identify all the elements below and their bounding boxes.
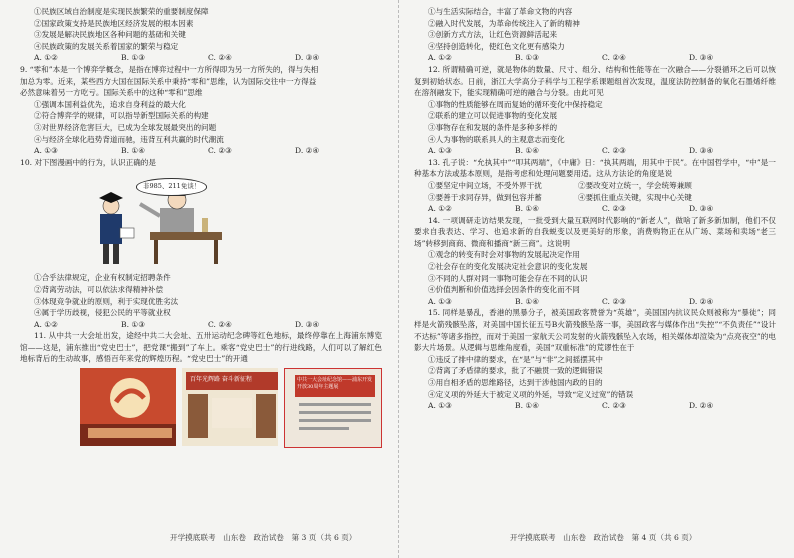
- q12-option-2: ②联系的建立可以促进事物的变化发展: [428, 111, 558, 121]
- column-divider: [398, 0, 399, 558]
- q10-answers: [20, 319, 382, 331]
- q11-answer-c: C. ②④: [602, 53, 626, 63]
- q8-answer-c: C. ②④: [208, 53, 232, 63]
- q14-option-3: ③不同的人群对同一事物可能会存在不同的认识: [428, 273, 588, 283]
- q14-stem: 14. 一项调研走访结果发现，一批受到大量互联网时代影响的“新老人”，做啥了新多新加制，他们不仅要求自我表达、学习、也追求新的自我蜕变以及更美好的形象，消费购物正在从广场、菜场和卖场“老三场”转移到商商、微商和播商“新三商”。这说明: [414, 215, 776, 248]
- q15-option-3: ③用自相矛盾的思维路径，达到干涉他国内政的目的: [428, 378, 603, 387]
- q10-answer-a: A. ①②: [34, 319, 58, 329]
- q12-answers: [414, 145, 776, 157]
- q12-answer-b: B. ①④: [515, 146, 540, 156]
- q15-answer-c: C. ②③: [602, 401, 626, 411]
- q10-answer-c: C. ②④: [208, 319, 232, 329]
- q12-answer-d: D. ③④: [689, 146, 714, 156]
- q13-options-row-2: [414, 192, 776, 204]
- bus-interior-photo: [182, 368, 278, 446]
- bus-logo-photo: [80, 368, 176, 446]
- q9-answer-c: C. ②③: [208, 146, 232, 156]
- q15-stem: 15. 同样是暴乱，香港的黑暴分子，被美国政客赞誉为“英雄”，美国国内抗议民众则被称为“暴徒”；同样是火箭残骸坠落，对美国中国长征五号B火箭残骸坠落一事，美国政客与媒体作出“失控”“不负责任”“设计不达标”等诸多指控，而对于美国一家航天公司发射的火箭残骸坠入农场，相关媒体却渲染为“点亮夜空”的电影大片场景。从逻辑与思维角度看，美国“双重标准”的荒谬性在于: [414, 308, 776, 353]
- q13-option-3: ③要善于求同存异，做到包容并蓄: [428, 192, 542, 202]
- q13-option-1: ①要坚定中间立场，不受外界干扰: [428, 180, 542, 190]
- q9-option-1: ①强调本国利益优先，追求自身利益的最大化: [34, 99, 186, 109]
- q15-answers: [414, 400, 776, 412]
- q11-option-3: ③创新方式方法，让红色资源鲜活起来: [428, 30, 558, 40]
- q11-option-2: ②融入时代发展，为革命传统注入了新的精神: [428, 18, 580, 28]
- q14-option-1: ①观念的转变有时会对事物的发展起决定作用: [428, 250, 580, 260]
- q13-answers: [414, 203, 776, 215]
- q8-answer-d: D. ③④: [295, 53, 320, 63]
- q15-answer-b: B. ①④: [515, 401, 540, 411]
- q11-answers: [414, 52, 776, 64]
- q12-option-4: ④人为事物的联系具人的主观意志而变化: [428, 134, 565, 144]
- q9-option-4: ④与经济全球化趋势背道而驰，违背互利共赢的时代潮流: [34, 134, 224, 144]
- q12-option-1: ①事物的性质能够在周而复始的循环变化中保持稳定: [428, 99, 603, 109]
- bus-photos: [80, 368, 382, 448]
- q9-stem-2: 加总为零。近来，某些西方大国在国际关系中秉持“零和”思维，认为国际交往中一方得益: [20, 76, 317, 86]
- page-footer-right: 开学摸底联考 山东卷 政治试卷 第 4 页（共 6 页）: [510, 533, 697, 542]
- q9-stem-3: 必然意味着另一方吃亏。国际关系中的这种“零和”思维: [20, 88, 203, 98]
- q15-option-2: ②背离了矛盾律的要求，批了不融贯一致的逻辑错误: [428, 366, 603, 376]
- q8-answers: [20, 52, 382, 64]
- q11-option-1: ①与生活实际结合，丰富了革命文物的内容: [428, 7, 573, 16]
- q15-option-1: ①违反了排中律的要求，在“是”与“非”之间摇摆其中: [428, 354, 603, 364]
- q8-option-4: ④民族政策的发展关系着国家的繁荣与稳定: [34, 41, 179, 51]
- q14-answer-a: A. ①③: [428, 296, 452, 306]
- q10-option-1: ①合乎法律规定，企业有权制定招聘条件: [34, 273, 171, 283]
- q13-options-row-1: [414, 180, 776, 192]
- q14-answer-c: C. ②③: [602, 296, 626, 306]
- q15-option-4: ④定义项的外延大于被定义项的外延，导致“定义过宽”的错误: [428, 389, 634, 399]
- right-page: [414, 6, 776, 412]
- q10-stem: 10. 对下图漫画中的行为，认识正确的是: [20, 157, 156, 167]
- q12-option-3: ③事物存在和发展的条件是多种多样的: [428, 122, 558, 132]
- q12-answer-c: C. ②③: [602, 146, 626, 156]
- q9-answer-d: D. ②④: [295, 146, 320, 156]
- q8-answer-a: A. ①②: [34, 53, 58, 63]
- q8-option-3: ③发展是解决民族地区各种问题的基础和关键: [34, 30, 186, 40]
- q9-option-3: ③对世界经济危害巨大，已成为全球发展最突出的问题: [34, 122, 217, 132]
- q15-answer-a: A. ①③: [428, 401, 452, 411]
- q14-option-2: ②社会存在的变化发展决定社会意识的变化发展: [428, 262, 588, 272]
- q13-answer-d: D. ③④: [689, 204, 714, 214]
- q8-answer-b: B. ①③: [121, 53, 146, 63]
- q12-stem: 12. 所谓精确可逆，就是物体的数量、尺寸、组分、结构和性能等在一次融合——分裂循环之后可以恢复到初始状态。日前，浙江大学高分子科学与工程学系课题组首次发现，温度法防控制备的氧化石墨烯纤维在溶剂融发下，能实现精确可逆的融合与分裂。由此可见: [414, 64, 776, 98]
- q9-answer-b: B. ①④: [121, 146, 146, 156]
- party-history-bus-logo: [80, 368, 176, 446]
- cartoon-illustration: [90, 170, 230, 270]
- q10-option-3: ③体现竞争就业的原则，利于实现优胜劣汰: [34, 296, 179, 306]
- q11-answer-b: B. ①③: [515, 53, 540, 63]
- q10-option-2: ②背离劳动法，可以依法求得精神补偿: [34, 284, 164, 294]
- q13-stem: 13. 孔子说：“允执其中”“叩其两端”，《中庸》日：“执其两端，用其中于民”。在中国哲学中，“中”是一种基本方法或基本原则，是指考虑和处理问题要用适。这从方法论的角度是说: [414, 157, 776, 179]
- q11-stem: 11. 从中共一大会址出发，途经中共二大会址、五卅运动纪念碑等红色地标，最终停靠在上海浦东博览馆——这是，浦东推出“党史巴士”，把党课“搬到”了车上。乘客“党史巴士”的行进线路，人们可以了解红色地标背后的生动故事，感悟百年来党的辉煌历程。“党史巴士”的开通: [20, 331, 382, 364]
- q9-option-2: ②符合博弈学的规律，可以指导新型国际关系的构建: [34, 111, 209, 121]
- q9-answer-a: A. ①③: [34, 146, 58, 156]
- q11-answer-a: A. ①②: [428, 53, 452, 63]
- q10-answer-b: B. ①③: [121, 319, 146, 329]
- q13-answer-b: B. ①④: [515, 204, 540, 214]
- q15-answer-d: D. ②④: [689, 401, 714, 411]
- q13-option-4: ④要抓住重点关键，实现中心关键: [578, 192, 692, 202]
- q12-answer-a: A. ①③: [428, 146, 452, 156]
- q10-answer-d: D. ③④: [295, 319, 320, 329]
- q11-answer-d: D. ③④: [689, 53, 714, 63]
- q13-answer-c: C. ②③: [602, 204, 626, 214]
- q10-option-4: ④属于学历歧视，侵犯公民的平等就业权: [34, 308, 171, 318]
- q9-stem-1: 9. “零和”本是一个博弈学概念，是指在博弈过程中一方所得即为另一方所失的，得与失相: [20, 64, 319, 74]
- q13-option-2: ②要改变对立统一，学会统筹兼顾: [578, 180, 692, 190]
- bus-banner-text: 百年光辉路 奋斗新征程: [190, 376, 252, 384]
- q8-option-2: ②国家政策支持是民族地区经济发展的根本因素: [34, 18, 194, 28]
- speech-bubble: 非985、211免谈！: [136, 178, 207, 196]
- q14-answer-d: D. ②④: [689, 296, 714, 306]
- exhibition-board-photo: [284, 368, 382, 448]
- q14-answers: [414, 296, 776, 308]
- q11-option-4: ④坚持创造转化，使红色文化更有感染力: [428, 41, 565, 51]
- q8-option-1: ①民族区域自治制度是实现民族繁荣的重要制度保障: [34, 7, 209, 16]
- exhibition-title: 中共一大会址纪念馆——浦东开发开放30周年主题展: [297, 377, 373, 391]
- q14-option-4: ④价值判断和价值选择会因条件的变化而不同: [428, 285, 580, 295]
- left-page: [20, 6, 382, 448]
- q13-answer-a: A. ①②: [428, 204, 452, 214]
- q14-answer-b: B. ①④: [515, 296, 540, 306]
- q9-answers: [20, 145, 382, 157]
- page-footer-left: 开学摸底联考 山东卷 政治试卷 第 3 页（共 6 页）: [170, 533, 357, 542]
